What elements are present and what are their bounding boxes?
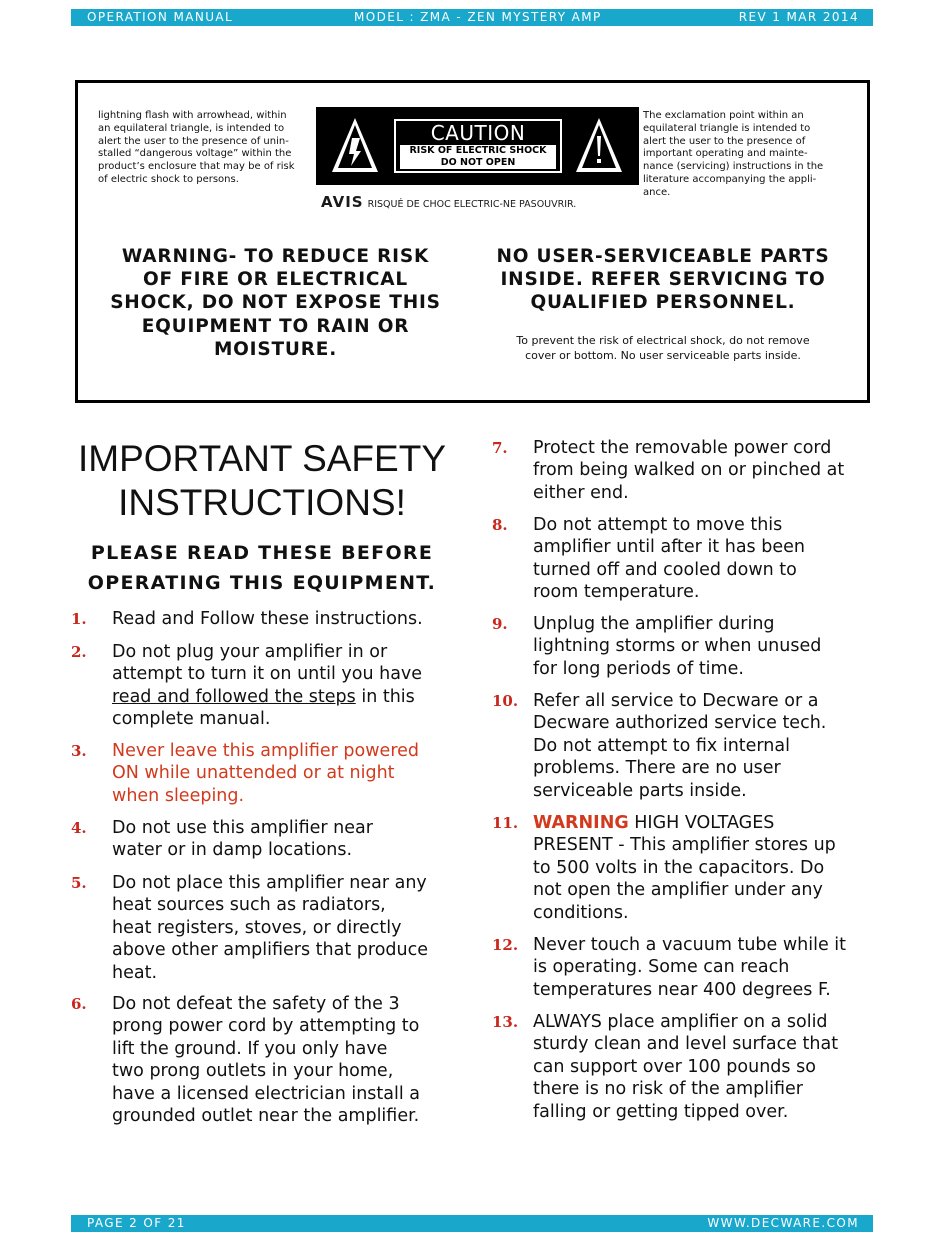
instruction-line: falling or getting tipped over. (533, 1101, 789, 1122)
instruction-number: 6. (71, 995, 87, 1013)
instruction-line: Do not attempt to move this (533, 515, 783, 535)
website-link[interactable]: WWW.DECWARE.COM (707, 1216, 859, 1230)
instruction-number: 7. (492, 439, 508, 457)
page-subtitle (70, 538, 454, 598)
fire-shock-warning-line: WARNING- TO REDUCE RISK (121, 246, 430, 267)
avis-line (321, 193, 576, 211)
caution-sign (394, 119, 562, 173)
instruction-number: 13. (492, 1013, 519, 1031)
instruction-text (533, 812, 836, 924)
instruction-line: serviceable parts inside. (533, 780, 747, 801)
header-revision: REV 1 MAR 2014 (738, 10, 859, 24)
instruction-number: 12. (492, 936, 519, 954)
instruction-line: ALWAYS place amplifier on a solid (533, 1012, 828, 1032)
instruction-line (112, 686, 422, 708)
instruction-text (533, 437, 844, 504)
instruction-line: from being walked on or pinched at (533, 460, 845, 481)
instruction-line: water or in damp locations. (112, 840, 353, 861)
header-model: MODEL : ZMA - ZEN MYSTERY AMP (354, 10, 602, 24)
fire-shock-warning-line: SHOCK, DO NOT EXPOSE THIS (110, 292, 441, 314)
no-serviceable-line: QUALIFIED PERSONNEL. (530, 292, 796, 314)
instruction-line: lift the ground. If you only have (112, 1038, 388, 1059)
avis-label: AVIS (321, 193, 364, 211)
instruction-number: 3. (71, 742, 87, 760)
warning-word: WARNING (533, 813, 629, 833)
instruction-line: amplifier until after it has been (533, 537, 805, 558)
instruction-text (112, 817, 373, 862)
exclamation-note-line: ance. (643, 186, 671, 198)
instruction-line: Decware authorized service tech. (533, 713, 827, 734)
instruction-line: two prong outlets in your home, (112, 1061, 394, 1082)
instruction-line: there is no risk of the amplifier (533, 1079, 803, 1100)
instruction-text (533, 934, 846, 1001)
instruction-line: when sleeping. (112, 785, 245, 806)
instruction-text (112, 993, 420, 1127)
page-title-line: INSTRUCTIONS! (118, 482, 406, 523)
instruction-line: room temperature. (533, 582, 700, 603)
lightning-note (98, 110, 295, 187)
instruction-underlined-phrase: read and followed the steps (112, 686, 356, 707)
exclamation-note-line: equilateral triangle is intended to (643, 122, 811, 134)
instruction-line: attempt to turn it on until you have (112, 664, 423, 685)
instruction-text (533, 1011, 838, 1123)
instruction-line: either end. (533, 482, 629, 503)
page-subtitle-line: PLEASE READ THESE BEFORE (90, 542, 434, 564)
instruction-line: Do not use this amplifier near (112, 818, 373, 838)
lightning-note-line: product’s enclosure that may be of risk (98, 161, 295, 173)
instruction-line: Protect the removable power cord (533, 438, 832, 458)
instruction-number: 8. (492, 516, 508, 534)
exclamation-note-line: alert the user to the presence of (643, 135, 806, 147)
instruction-line: temperatures near 400 degrees F. (533, 979, 831, 1000)
instruction-number: 4. (71, 819, 87, 837)
instruction-line: Do not attempt to fix internal (533, 735, 790, 756)
instruction-number: 9. (492, 615, 508, 633)
caution-sub-2: DO NOT OPEN (400, 157, 556, 169)
instruction-line: not open the amplifier under any (533, 880, 823, 901)
instruction-text (112, 641, 422, 731)
instruction-line: for long periods of time. (533, 658, 744, 679)
instruction-line: is operating. Some can reach (533, 957, 790, 978)
page-number: PAGE 2 OF 21 (87, 1216, 186, 1230)
instruction-line: heat registers, stoves, or directly (112, 917, 402, 938)
exclamation-note (643, 110, 823, 200)
instruction-line: Never leave this amplifier powered (112, 741, 420, 761)
instruction-line-tail: HIGH VOLTAGES (628, 813, 775, 833)
instruction-line: Never touch a vacuum tube while it (533, 935, 847, 955)
instruction-number: 10. (492, 692, 519, 710)
instruction-line-tail: in this (355, 686, 415, 707)
warning-box (75, 80, 870, 403)
fire-shock-warning-line: MOISTURE. (213, 338, 338, 360)
instruction-line: complete manual. (112, 709, 271, 730)
instruction-line: prong power cord by attempting to (112, 1016, 420, 1037)
instruction-text (533, 613, 821, 680)
instruction-line: grounded outlet near the amplifier. (112, 1106, 420, 1127)
instruction-line: have a licensed electrician install a (112, 1083, 421, 1104)
fire-shock-warning (88, 245, 463, 361)
instruction-text (112, 740, 419, 807)
instruction-text (533, 690, 826, 802)
exclamation-note-line: important operating and mainte- (643, 148, 808, 160)
no-serviceable-line: NO USER-SERVICEABLE PARTS (496, 246, 830, 267)
instruction-text (533, 514, 805, 604)
instruction-line: Do not plug your amplifier in or (112, 642, 388, 662)
exclamation-note-line: literature accompanying the appli- (643, 173, 817, 185)
caution-label-panel (316, 107, 639, 185)
instruction-text (112, 872, 428, 984)
instruction-line: to 500 volts in the capacitors. Do (533, 857, 825, 878)
instruction-line: sturdy clean and level surface that (533, 1034, 839, 1055)
instruction-line: Refer all service to Decware or a (533, 691, 819, 711)
shock-prevention-line: cover or bottom. No user serviceable parts inside. (525, 349, 801, 362)
instruction-line: problems. There are no user (533, 758, 781, 779)
instruction-line: heat sources such as radiators, (112, 895, 386, 916)
caution-title: CAUTION (396, 121, 560, 145)
caution-sub-1: RISK OF ELECTRIC SHOCK (400, 145, 556, 157)
instruction-line: turned off and cooled down to (533, 559, 797, 580)
instruction-line: PRESENT - This amplifier stores up (533, 835, 836, 856)
instruction-line: conditions. (533, 902, 629, 923)
header-left: OPERATION MANUAL (87, 10, 234, 24)
lightning-triangle-icon (330, 116, 380, 176)
instruction-number: 1. (71, 610, 87, 628)
instruction-number: 5. (71, 874, 87, 892)
lightning-note-line: an equilateral triangle, is intended to (98, 122, 285, 134)
instruction-line: above other amplifiers that produce (112, 940, 428, 961)
no-serviceable-line: INSIDE. REFER SERVICING TO (500, 269, 826, 291)
lightning-note-line: alert the user to the presence of unin- (98, 135, 289, 147)
instruction-text (112, 608, 423, 630)
fire-shock-warning-line: OF FIRE OR ELECTRICAL (143, 269, 408, 291)
page-title (70, 437, 454, 525)
instruction-line (533, 812, 836, 834)
instruction-line: Unplug the amplifier during (533, 614, 775, 634)
lightning-note-line: lightning flash with arrowhead, within (98, 110, 287, 121)
instruction-line: Do not defeat the safety of the 3 (112, 994, 400, 1014)
instruction-number: 2. (71, 643, 87, 661)
avis-text: RISQUÉ DE CHOC ELECTRIC-NE PASOUVRIR. (367, 199, 577, 210)
lightning-note-line: of electric shock to persons. (98, 173, 239, 185)
instruction-line: Read and Follow these instructions. (112, 609, 423, 629)
footer-bar (71, 1215, 873, 1232)
exclamation-note-line: The exclamation point within an (643, 110, 804, 121)
shock-prevention-note (473, 333, 853, 363)
page-subtitle-line: OPERATING THIS EQUIPMENT. (87, 572, 437, 594)
instruction-line: ON while unattended or at night (112, 763, 395, 784)
no-serviceable-parts-warning (473, 245, 853, 315)
instruction-line: Do not place this amplifier near any (112, 873, 427, 893)
exclamation-note-line: nance (servicing) instructions in the (643, 161, 824, 173)
fire-shock-warning-line: EQUIPMENT TO RAIN OR (141, 315, 410, 337)
instruction-line: lightning storms or when unused (533, 636, 822, 657)
instruction-line: heat. (112, 962, 158, 983)
lightning-note-line: stalled “dangerous voltage” within the (98, 148, 292, 160)
page-title-line: IMPORTANT SAFETY (78, 438, 446, 479)
shock-prevention-line: To prevent the risk of electrical shock, do not remove (516, 334, 810, 347)
instruction-number: 11. (492, 814, 519, 832)
exclamation-triangle-icon (574, 116, 624, 176)
instruction-line: can support over 100 pounds so (533, 1056, 816, 1077)
header-bar (71, 9, 873, 26)
